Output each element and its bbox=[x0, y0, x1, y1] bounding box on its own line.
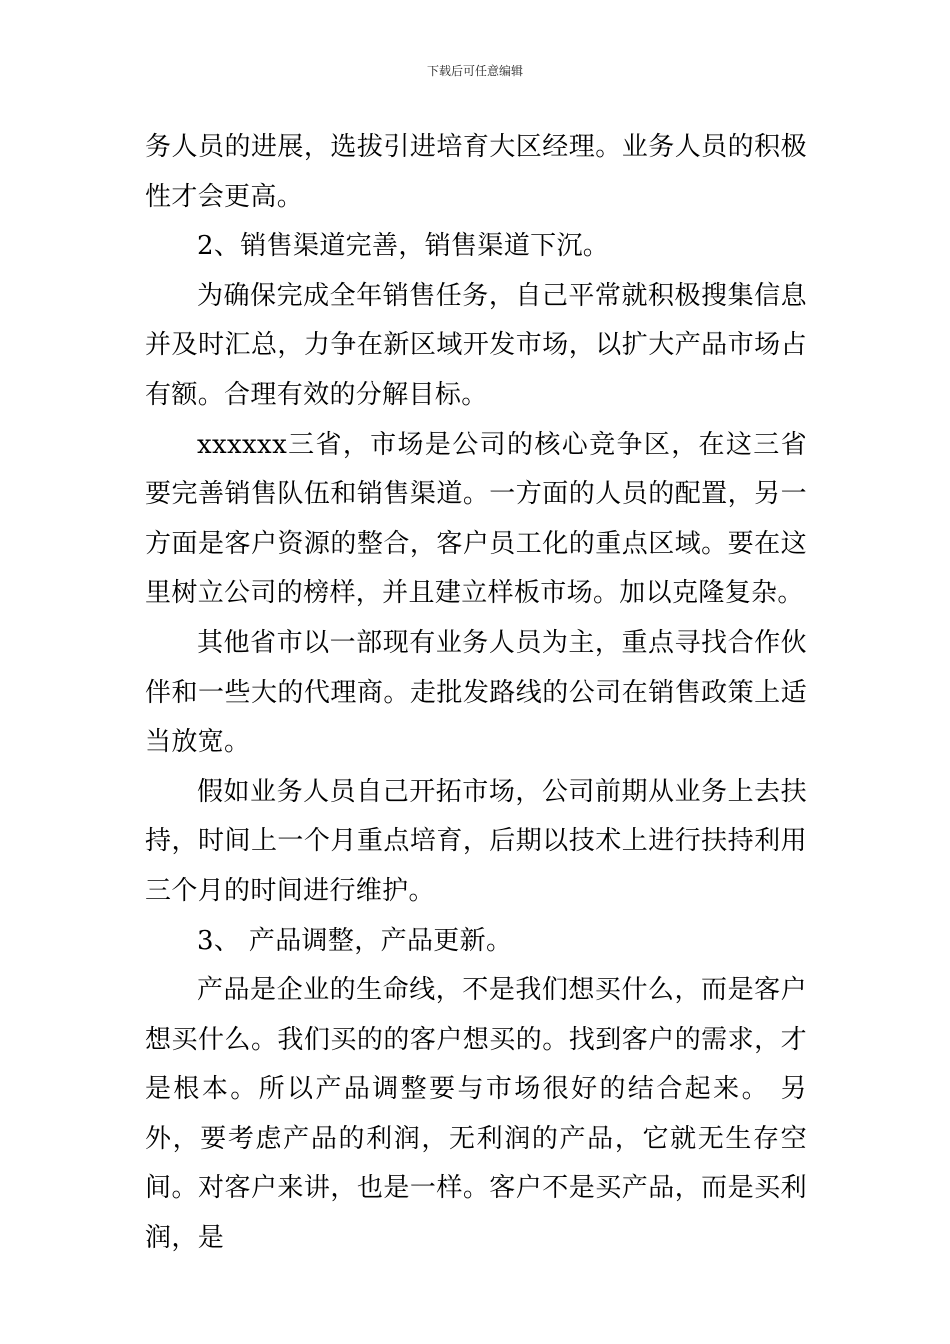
paragraph-1: 务人员的进展，选拔引进培育大区经理。业务人员的积极性才会更高。 bbox=[145, 132, 807, 212]
paragraph-2-heading: 2、销售渠道完善，销售渠道下沉。 bbox=[197, 231, 610, 262]
page-header: 下载后可任意编辑 bbox=[426, 64, 523, 78]
paragraph-3: 为确保完成全年销售任务，自己平常就积极搜集信息并及时汇总，力争在新区域开发市场，以扩大产品市场占有额。合理有效的分解目标。 bbox=[145, 280, 807, 410]
paragraph-7-heading: 3、 产品调整，产品更新。 bbox=[197, 925, 513, 956]
paragraph-5: 其他省市以一部现有业务人员为主，重点寻找合作伙伴和一些大的代理商。走批发路线的公司在销售政策上适当放宽。 bbox=[145, 627, 807, 758]
paragraph-6: 假如业务人员自己开拓市场，公司前期从业务上去扶持，时间上一个月重点培育，后期以技术上进行扶持利用三个月的时间进行维护。 bbox=[145, 776, 807, 906]
paragraph-4: xxxxxx三省，市场是公司的核心竞争区，在这三省要完善销售队伍和销售渠道。一方面的人员的配置，另一方面是客户资源的整合，客户员工化的重点区域。要在这里树立公司的榜样，并且建立样板市场。加以克隆复杂。 bbox=[145, 429, 807, 609]
paragraph-8: 产品是企业的生命线，不是我们想买什么，而是客户想买什么。我们买的的客户想买的。找到客户的需求，才是根本。所以产品调整要与市场很好的结合起来。 另外，要考虑产品的利润，无利润的产品，它就无生存空间。对客户来讲，也是一样。客户不是买产品，而是买利润，是 bbox=[145, 975, 807, 1254]
document-body bbox=[145, 123, 807, 1264]
